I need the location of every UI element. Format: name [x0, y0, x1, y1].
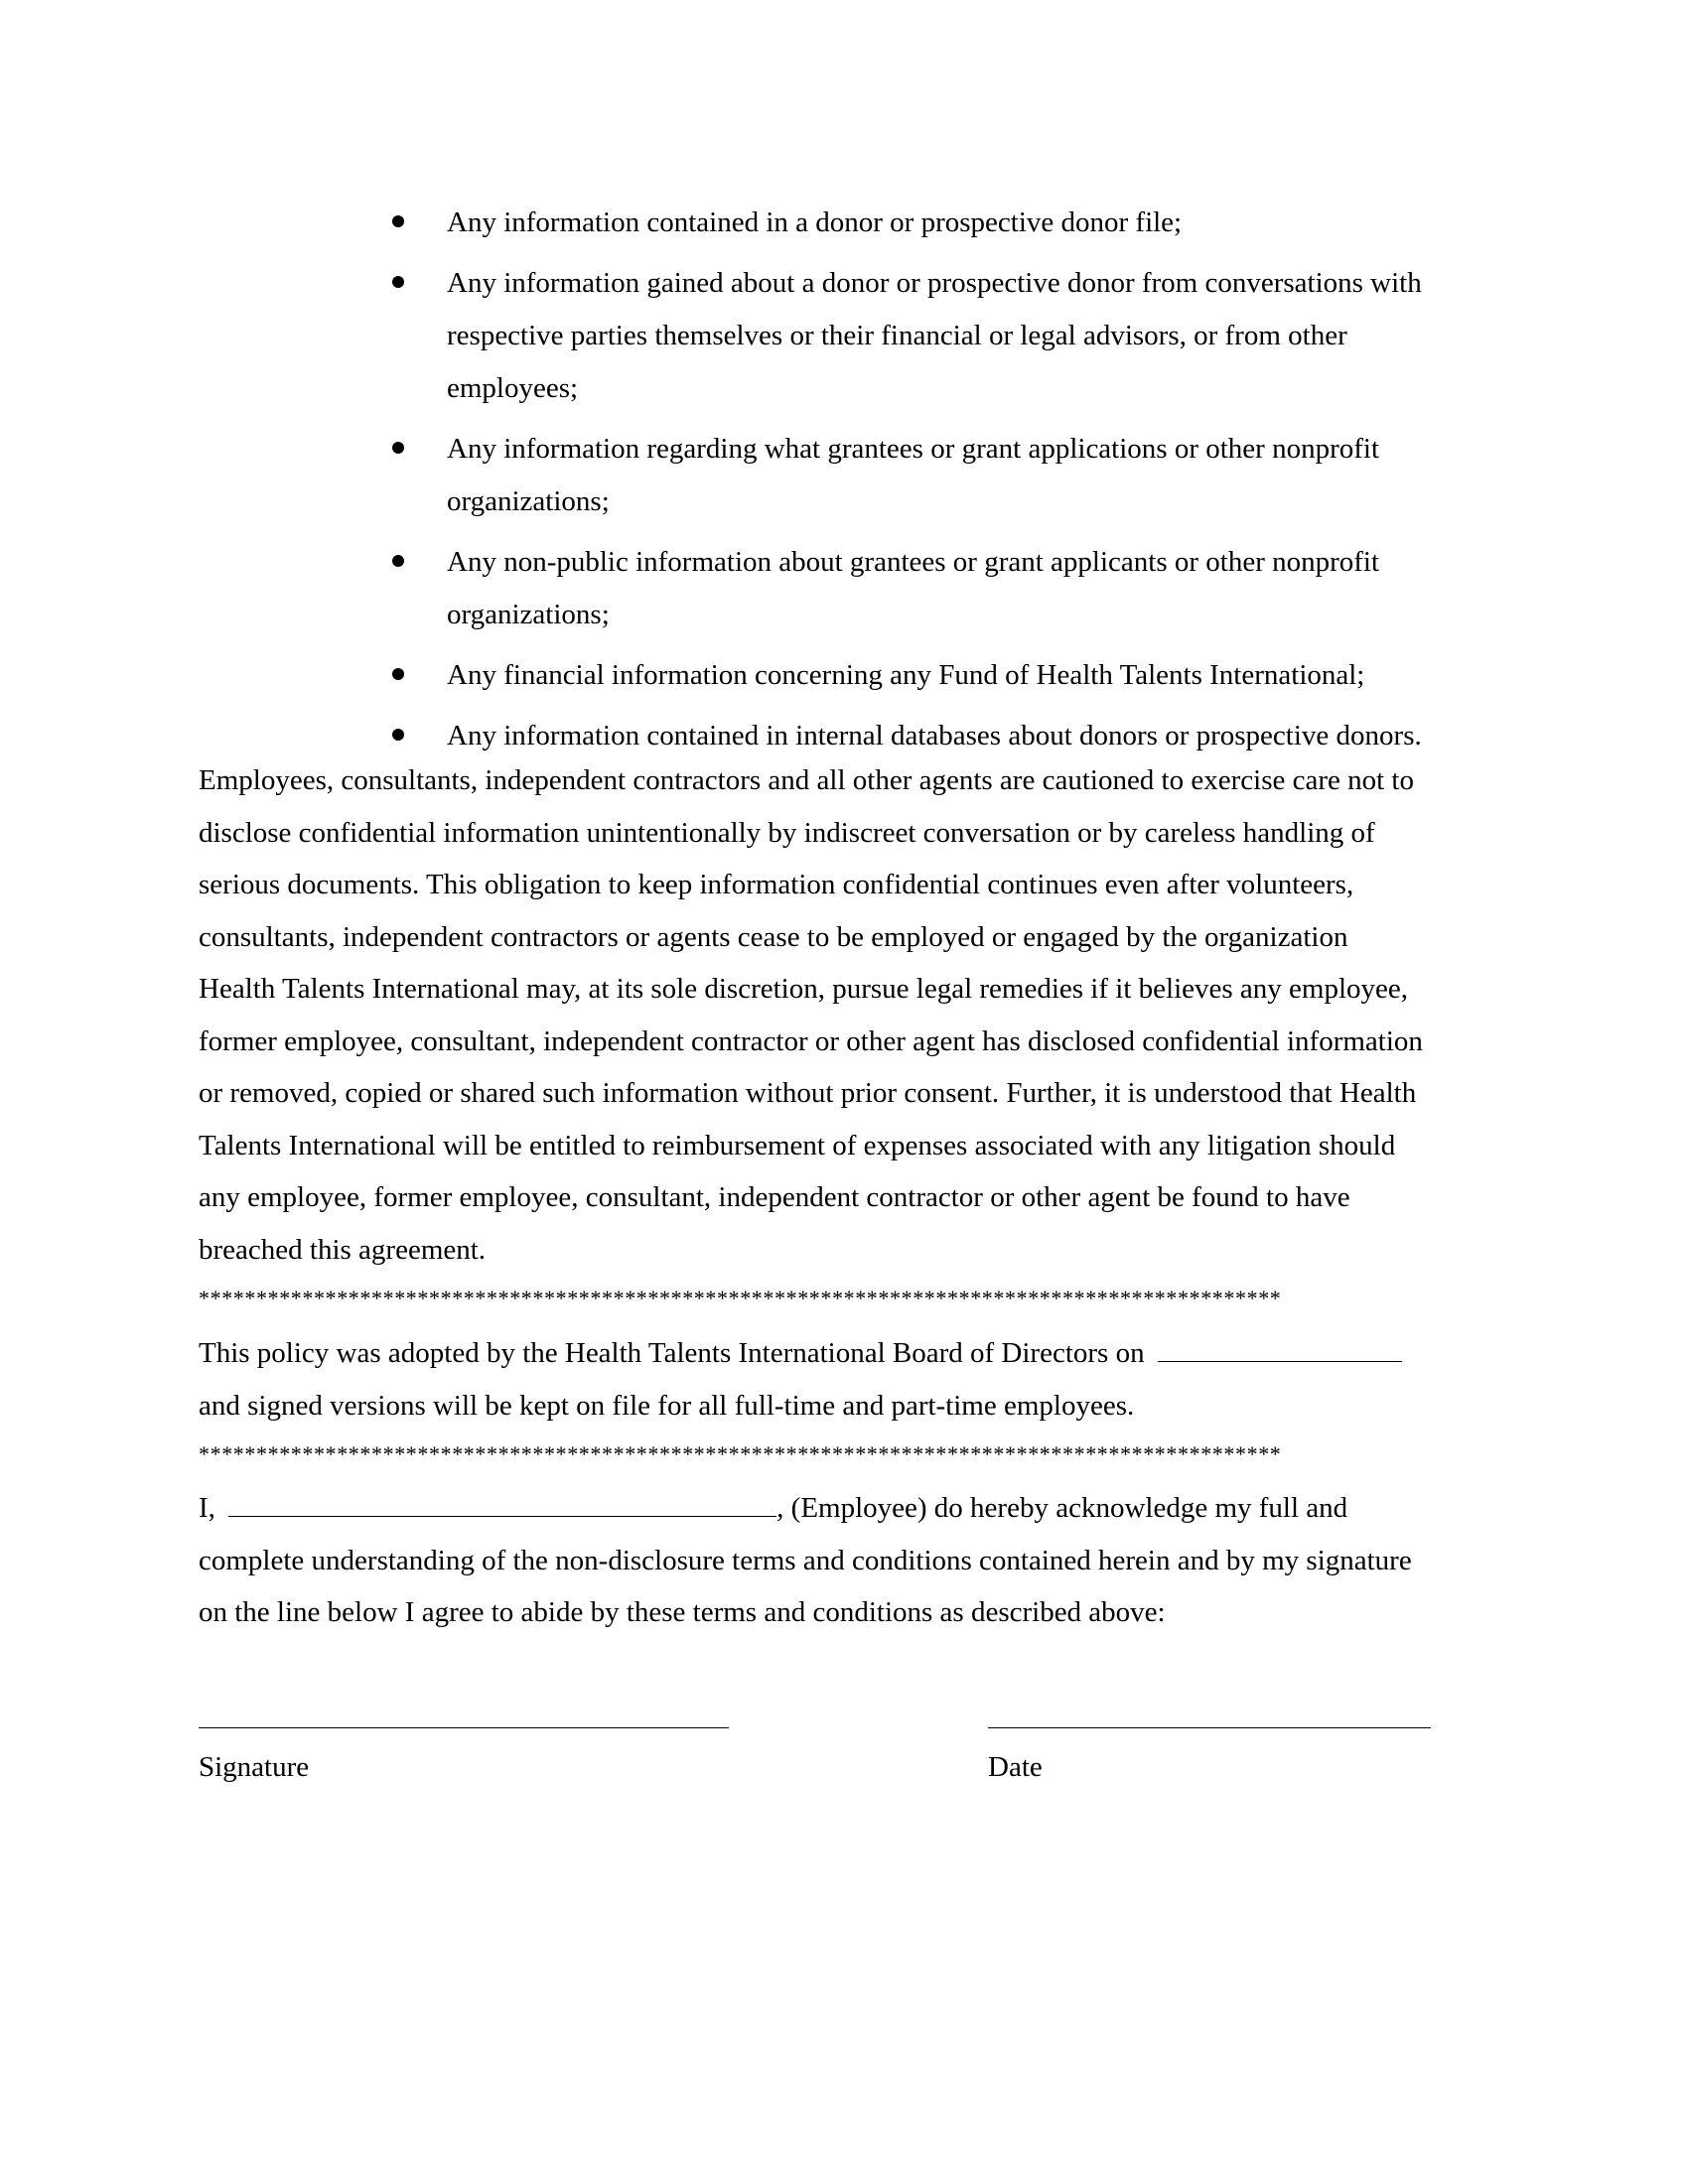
- confidential-info-list: [392, 197, 1504, 770]
- date-label: Date: [988, 1751, 1043, 1783]
- bullet-icon: [392, 729, 404, 741]
- signature-label: Signature: [199, 1751, 310, 1783]
- list-item: Any information contained in a donor or prospective donor file;: [392, 197, 1504, 249]
- bullet-icon: [392, 276, 404, 288]
- policy-adoption-statement: This policy was adopted by the Health Talents International Board of Directors on and signed versions will be kept on file for all full-time and part-time employees.: [199, 1327, 1499, 1432]
- list-item: Any non-public information about grantees or grant applicants or other nonprofit organizations;: [392, 536, 1504, 641]
- date-line[interactable]: [988, 1727, 1431, 1728]
- confidentiality-paragraph: Employees, consultants, independent contractors and all other agents are cautioned to exercise care not to disclose confidential information unintentionally by indiscreet conversation or by careless handling of serious documents. This obligation to keep information confidential continues even after volunteers, consultants, independent contractors or agents cease to be employed or engaged by the organization Health Talents International may, at its sole discretion, pursue legal remedies if it believes any employee, former employee, consultant, independent contractor or other agent has disclosed confidential information or removed, copied or shared such information without prior consent. Further, it is understood that Health Talents International will be entitled to reimbursement of expenses associated with any litigation should any employee, former employee, consultant, independent contractor or other agent be found to have breached this agreement.: [199, 764, 1423, 1266]
- list-item: Any information gained about a donor or prospective donor from conversations with respective parties themselves or their financial or legal advisors, or from other employees;: [392, 257, 1504, 415]
- list-item: Any information contained in internal databases about donors or prospective donors.: [392, 710, 1504, 762]
- bullet-icon: [392, 442, 404, 454]
- signature-line[interactable]: [199, 1727, 729, 1728]
- asterisk-separator: **********************************************************************************************: [199, 1286, 1282, 1310]
- bullet-icon: [392, 555, 404, 567]
- list-item: Any information regarding what grantees or grant applications or other nonprofit organizations;: [392, 423, 1504, 528]
- bullet-icon: [392, 668, 404, 680]
- asterisk-separator: **********************************************************************************************: [199, 1441, 1282, 1466]
- list-item: Any financial information concerning any Fund of Health Talents International;: [392, 649, 1504, 702]
- acknowledgement-paragraph: I, , (Employee) do hereby acknowledge my full and complete understanding of the non-disclosure terms and conditions contained herein and by my signature on the line below I agree to abide by these terms and conditions as described above:: [199, 1492, 1412, 1628]
- bullet-icon: [392, 215, 404, 227]
- employee-name-blank[interactable]: [228, 1515, 776, 1517]
- adoption-date-blank[interactable]: [1158, 1360, 1402, 1362]
